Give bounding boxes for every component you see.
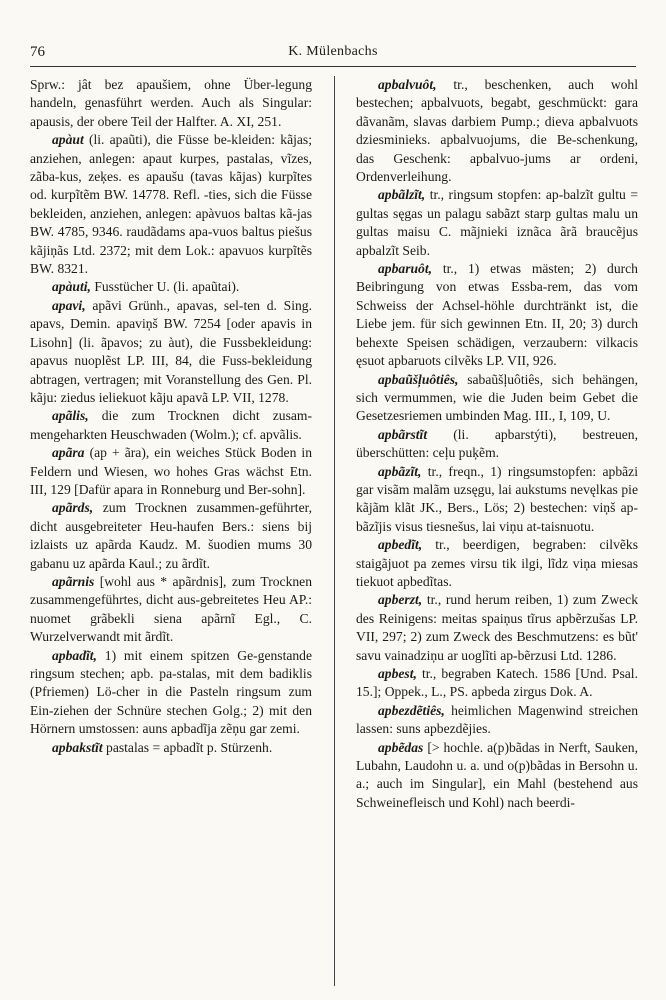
entry-headword: apàuti, <box>52 279 91 295</box>
entry-headword: apberzt, <box>378 592 423 608</box>
entry-headword: apãrnis <box>52 573 95 589</box>
entry-headword: apbezdẽtiês, <box>378 702 445 718</box>
entry-headword: apbãrstĩt <box>378 426 428 442</box>
entry-headword: apbãlzĩt, <box>378 187 426 203</box>
entry-text: (li. apaũti), die Füsse be-kleiden: kãjas; anziehen, anlegen: apaut kurpes, pastalas, vĩzes, zãba-kus, zeķes. es apaušu (tavas kãjas) kurpĩtes od. kurpĩtẽm BW. 14778. Refl. -ties, sich die Füsse bekleiden, anziehen, anlegen: apàvuos baltas kã-jas BW. 4785, 9346. raudãdams apa-vuos baltus piešus kãjiņãs Ltd. 2372; mit dem Lok.: apavuos kurpĩtẽs BW. 8321. <box>30 132 312 277</box>
entry-headword: apbaũšļuôtiês, <box>378 371 459 387</box>
dictionary-entry <box>356 371 638 426</box>
entry-text: pastalas = apbadĩt p. Stürzenh. <box>106 739 273 755</box>
entry-text: apãvi Grünh., apavas, sel-ten d. Sing. apavs, Demin. apaviņš BW. 7254 [oder apavis in Lisohn] (li. ãpavos; zu àut), die Fussbekleidung: apavus nuoplẽst LP. III, 84, die Fuss-bekleidung abtragen, vertragen; mit Voranstellung des Gen. Pl. kãju: ziedus ieliekuot kãju apavã LP. VII, 1278. <box>30 297 312 405</box>
entry-text: die zum Trocknen dicht zusam-mengeharkten Heuschwaden (Wolm.); cf. apvãlis. <box>30 408 312 442</box>
dictionary-entry <box>30 407 312 444</box>
dictionary-entry <box>356 426 638 463</box>
dictionary-entry <box>356 739 638 813</box>
dictionary-entry <box>30 573 312 647</box>
entry-headword: apavi, <box>52 297 86 313</box>
entry-headword: apbãzĩt, <box>378 463 422 479</box>
entry-text: tr., ringsum stopfen: ap-balzĩt gultu = gultas sęgas un palagu sabãzt starp gultas malu un gultas maisu C. mãjnieki iznãca ãrã braucẽjus apbalzĩt Seib. <box>356 187 638 258</box>
right-column <box>356 76 638 812</box>
entry-text: [wohl aus * apãrdnis], zum Trocknen zusammengeführtes, dicht aus-gebreitetes Heu AP.: nuomet grãbekli siena apãrnĩ Egl., C. Wurzelverwandt mit ãrdĩt. <box>30 573 312 645</box>
entry-headword: apbẽdas <box>378 739 424 755</box>
entry-text: 1) mit einem spitzen Ge-genstande ringsum stechen; apb. pa-stalas, mit dem badiklis (Pfriemen) Lö-cher in die Pasteln ringsum zum Ein-ziehen der Schnüre stechen Golg.; 2) mit den Hörnern umstossen: auns apbadĩja zẽņu gar zemi. <box>30 647 313 737</box>
dictionary-entry <box>356 702 638 739</box>
entry-text: Sprw.: jât bez apaušiem, ohne Über-legung handeln, genasführt werden. Auch als Singular: apausis, der obere Teil der Halfter. A. XI, 251. <box>30 77 312 129</box>
entry-text: zum Trocknen zusammen-geführter, dicht ausgebreiteter Heu-haufen Bers.: siens bij izlaists uz apãrda Kaudz. M. šuodien mums 30 gabanu uz apãrda Kaul.; zu ãrdĩt. <box>30 500 312 571</box>
dictionary-entry <box>356 591 638 665</box>
entry-headword: apãra <box>52 445 85 461</box>
dictionary-entry <box>30 647 312 739</box>
left-column <box>30 76 312 757</box>
dictionary-entry <box>356 260 638 370</box>
entry-text: heimlichen Magenwind streichen lassen: suns apbezdẽjies. <box>356 702 638 737</box>
dictionary-entry <box>30 76 312 131</box>
entry-headword: apbedĩt, <box>378 537 423 553</box>
entry-text: [> hochle. a(p)bãdas in Nerft, Sauken, Lubahn, Laudohn u. a. und o(p)bãdas in Bersohn u. a.; auch im Singular], ein Mahl (bestehend aus Schweinefleisch und Kohl) nach beerdi- <box>356 739 638 810</box>
dictionary-entry <box>30 297 312 407</box>
running-head: K. Mülenbachs <box>288 44 378 59</box>
dictionary-entry <box>356 463 638 537</box>
entry-text: tr., freqn., 1) ringsumstopfen: apbãzi gar visãm malãm uzsęgu, lai aukstums nevęlkas pie kãjãm klãt JK., Bers., Lös; 2) bestechen: viņš ap-bãzĩjis visus tiesnešus, lai viņu at-taisnuotu. <box>356 463 638 534</box>
entry-text: tr., beerdigen, begraben: cilvẽks staigãjuot pa zemes virsu tik ilgi, lĩdz viņa miesas tiekuot apbedĩtas. <box>356 537 638 589</box>
header-rule <box>30 66 636 67</box>
entry-text: Fusstücher U. (li. apaũtai). <box>94 279 240 295</box>
page-number: 76 <box>30 44 45 60</box>
dictionary-entry <box>356 186 638 260</box>
entry-headword: apàut <box>52 132 84 148</box>
entry-headword: apbaruôt, <box>378 261 433 277</box>
entry-headword: apbest, <box>378 666 417 681</box>
entry-headword: apbadĩt, <box>52 647 97 663</box>
entry-text: tr., beschenken, auch wohl bestechen; apbalvuots, begabt, geschmückt: gara dãvanãm, slavas darbiem Pump.; dieva apbalvuots dziesminieks. apbalvuojums, die Be-schenkung, das Geschenk: apbalvuo-jums ar ordeni, Ordenverleihung. <box>356 77 639 185</box>
page-header <box>30 44 636 66</box>
dictionary-entry <box>356 536 638 591</box>
dictionary-entry <box>356 76 638 186</box>
entry-text: tr., begraben Katech. 1586 [Und. Psal. 15.]; Oppek., L., PS. apbeda zirgus Dok. A. <box>356 666 638 700</box>
entry-text: (li. apbarstýti), bestreuen, überschütten: ceļu puķẽm. <box>356 426 638 461</box>
entry-text: (ap + ãra), ein weiches Stück Boden in Feldern und Wiesen, wo hohes Gras wächst Etn. III, 129 [Dafür apara in Ronneburg und Ber-sohn]. <box>30 445 313 497</box>
entry-text: tr., 1) etwas mästen; 2) durch Beibringung von etwas Essba-rem, das vom Schweiss der Achsel-höhle durchtränkt ist, die Liebe jem. für sich gewinnen Etn. II, 20; 3) durch behexte Speisen schädigen, verzaubern: vilkacis ęsuot apbaruots cilvẽks LP. VII, 926. <box>356 261 638 369</box>
entry-headword: apbakstĩt <box>52 739 103 755</box>
dictionary-entry <box>356 665 638 702</box>
entry-headword: apbalvuôt, <box>378 77 437 92</box>
entry-text: sabaũšļuôtiês, sich behängen, sich vermummen, wie die Juden beim Gebet die Gesetzesriemen umbinden Mag. III., I, 109, U. <box>356 371 638 424</box>
dictionary-entry <box>30 278 312 296</box>
entry-text: tr., rund herum reiben, 1) zum Zweck des Reinigens: meitas spaiņus tĩrus apbẽrzušas LP. VII, 297; 2) zum Zweck des Beschmutzens: es bũt' savu vainadziņu ar uoglĩti ap-bẽrzusi Ltd. 1286. <box>356 592 638 663</box>
dictionary-entry <box>30 499 312 573</box>
entry-headword: apãlis, <box>52 408 89 424</box>
dictionary-entry <box>30 131 312 278</box>
column-divider <box>334 76 335 986</box>
entry-headword: apãrds, <box>52 500 94 516</box>
dictionary-entry <box>30 444 312 499</box>
dictionary-entry <box>30 739 312 757</box>
